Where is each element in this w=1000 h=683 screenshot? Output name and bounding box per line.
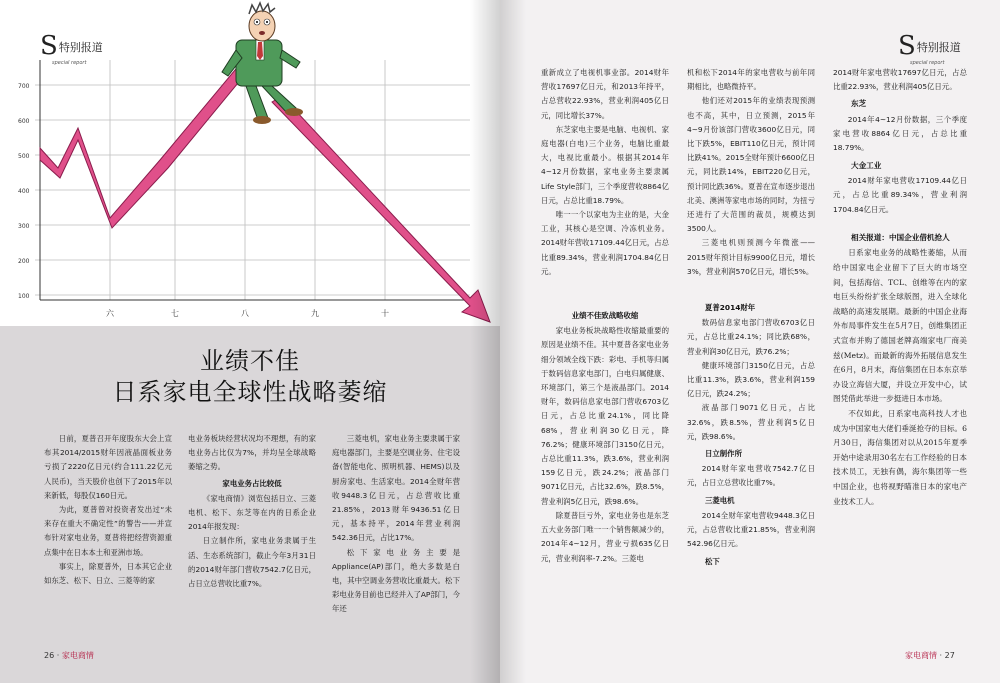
subheading: 大金工业 <box>851 160 882 170</box>
y-tick-label: 100 <box>18 293 30 300</box>
x-tick-label: 七 <box>171 309 179 318</box>
magazine-name: 家电商情 <box>905 651 937 660</box>
trend-line <box>40 58 252 228</box>
paragraph: 电业务板块经营状况均不理想，有的家电业务占比仅为7%，并均呈全球战略萎缩之势。 <box>188 434 316 472</box>
subheading: 夏普2014财年 <box>705 303 756 313</box>
paragraph: 日立制作所，家电业务隶属于生活、生态系统部门，截止今年3月31日的2014财年部门营收7542.7亿日元，占日立总营收比重7%。 <box>188 536 316 589</box>
paragraph: 三菱电机，家电业务主要隶属于家庭电器部门，主要是空调业务、住宅设备(智能电化、照明机器、HEMS)以及厨房家电、生活家电。2014全财年营收9448.3亿日元，占总营收比重21.85%，2013财年9436.51亿日元，基本持平，2014年营业利润542.36日元，占比17%。 <box>332 434 460 543</box>
section-tag-left <box>40 31 103 66</box>
paragraph: 日系家电业务的战略性萎缩，从而给中国家电企业留下了巨大的市场空间，包括海信、TCL、创维等在内的家电巨头纷纷扩张全球版图，进入全球化战略的高速发展期。最新的中国企业海外布局事件发生在5月7日，创维集团正式宣布并购了德国老牌高端家电厂商美兹(Metz)。而最新的海外拓展信息发生在6月，8月末，海信集团在日本东京举办设立海信大厦，并设立开发中心，试图凭借此举进一步挺进日本市场。 <box>833 248 967 404</box>
spine-shadow <box>500 0 526 683</box>
subheading: 日立制作所 <box>705 449 742 459</box>
paragraph: 三菱电机则预测今年微涨——2015财年预计目标9900亿日元，增长3%，营业利润570亿日元，增长5%。 <box>687 238 815 276</box>
right-column-1 <box>541 66 669 566</box>
paragraph: 机和松下2014年的家电营收与前年同期相比，也略微持平。 <box>687 68 815 92</box>
paragraph: 重新成立了电视机事业部。2014财年营收17697亿日元，和2013年持平，占总营收22.93%，营业利润405亿日元，同比增长37%。 <box>541 68 669 120</box>
section-label: 特别报道 <box>58 41 103 54</box>
right-page <box>500 0 1000 683</box>
headline-line2: 日系家电全球性战略萎缩 <box>112 378 388 406</box>
section-letter: S <box>40 31 58 61</box>
y-tick-label: 400 <box>18 188 30 195</box>
headline-line1: 业绩不佳 <box>200 347 300 375</box>
spine-shadow <box>470 0 500 683</box>
paragraph: 健康环境部门3150亿日元，占总比重11.3%，跌3.6%，营业利润159亿日元，跌24.2%； <box>687 360 815 399</box>
page-number: 27 <box>944 651 955 660</box>
left-column-2 <box>188 432 316 591</box>
paragraph: 2014财年家电营收17109.44亿日元，占总比重89.34%，营业利润1704.84亿日元。 <box>833 176 967 214</box>
subheading: 三菱电机 <box>705 495 735 505</box>
trend-line-descent <box>272 96 490 322</box>
article-headline <box>30 346 470 408</box>
y-tick-label: 500 <box>18 153 30 160</box>
subheading: 家电业务占比较低 <box>222 478 282 488</box>
page-footer-left <box>44 650 94 661</box>
right-column-2 <box>687 66 815 570</box>
paragraph: 日前，夏普召开年度股东大会上宣布其2014/2015财年因液晶面板业务亏损了2220亿日元(约合111.22亿元人民币)，当天股价也创下了2015年以来新低，每股仅160日元。 <box>44 434 172 500</box>
subheading: 业绩不佳致战略收缩 <box>571 311 639 321</box>
page-number: 26 <box>44 651 55 660</box>
subheading: 相关报道：中国企业借机抢人 <box>851 232 950 242</box>
paragraph: 东芝家电主要是电脑、电视机、家庭电器(白电)三个业务，电脑比重最大，电视比重最小。根据其2014年4~12月份数据，家电业务主要隶属Life Style部门，三个季度营收8864亿日元，占总比重18.79%。 <box>541 124 669 205</box>
paragraph: 事实上，除夏普外，日本其它企业如东芝、松下、日立、三菱等的家 <box>44 561 172 586</box>
left-column-1 <box>44 432 172 588</box>
paragraph: 除夏普巨亏外，家电业务也是东芝五大业务部门唯一一个销售额减少的，2014年4~12月，营业亏损635亿日元，营业利润率-7.2%。三菱电 <box>541 510 669 563</box>
paragraph: 2014财年家电营收7542.7亿日元，占日立总营收比重7%。 <box>687 464 815 488</box>
left-column-3 <box>332 432 460 617</box>
paragraph: 数码信息家电部门营收6703亿日元，占总比重24.1%；同比跌68%，营业利润30亿日元，跌76.2%； <box>687 318 815 356</box>
paragraph: 2014财年家电营收17697亿日元，占总比重22.93%，营业利润405亿日元。 <box>833 68 967 92</box>
paragraph: 家电业务板块战略性收缩最重要的原因是业绩不佳。其中夏普各家电业务细分领域全线下跌：彩电、手机等归属于数码信息家电部门，白电归属健康、环境部门，第三个是液晶部门。2014财年，数码信息家电部门营收6703亿日元，占总比重24.1%，同比降68%，营业利润30亿日元，降76.2%；健康环境部门3150亿日元，占总比重11.3%，跌3.6%，营业利润159亿日元，跌24.2%；液晶部门9071亿日元，占比32.6%，跌8.5%，营业利润5亿日元，跌98.6%。 <box>541 326 669 506</box>
section-tag-right <box>898 31 961 66</box>
y-tick-label: 300 <box>18 223 30 230</box>
y-tick-label: 600 <box>18 118 30 125</box>
paragraph: 不仅如此，日系家电高科技人才也成为中国家电大佬们垂涎抢夺的目标。6月30日，海信集团对以从2015年夏季开始中途录用30名左右工作经验的日本技术员工，无独有偶，海尔集团等一些中国企业，也将视野瞄准日本的家电产业技术工人。 <box>833 408 967 506</box>
paragraph: 松下家电业务主要是Appliance(AP)部门，绝大多数是白电，其中空调业务营收比重最大。松下彩电业务目前也已经并入了AP部门，今年还 <box>332 547 460 614</box>
paragraph: 液晶部门9071亿日元，占比32.6%，跌8.5%，营业利润5亿日元，跌98.6%。 <box>687 403 815 441</box>
footer-separator: · <box>56 651 60 660</box>
magazine-name: 家电商情 <box>61 651 94 660</box>
x-tick-label: 六 <box>106 309 114 318</box>
y-tick-label: 700 <box>18 83 30 90</box>
paragraph: 唯一一个以家电为主业的是，大金工业，其核心是空调、冷冻机业务。2014财年营收17109.44亿日元，占总比重89.34%，营业利润1704.84亿日元。 <box>541 210 669 276</box>
right-column-3 <box>833 66 967 509</box>
section-label: 特别报道 <box>916 41 961 54</box>
businessman-figure <box>222 3 303 124</box>
section-sublabel: special report <box>52 60 87 66</box>
paragraph: 2014年4~12月份数据，三个季度家电营收8864亿日元，占总比重18.79%。 <box>833 115 967 153</box>
subheading: 松下 <box>705 556 720 566</box>
paragraph: 他们还对2015年的业绩表现预测也不高，其中，日立预测，2015年4~9月份该部门营收3600亿日元，同比下跌5%，EBIT110亿日元，预计同比跌41%。2015全财年预计6600亿日元，同比跌14%，EBIT220亿日元，预计同比跌36%。夏普在宣布逐步退出北美、澳洲等家电市场的同时，为扭亏还进行了大范围的裁员，规模达到3500人。 <box>687 96 815 234</box>
footer-separator: · <box>939 651 943 660</box>
subheading: 东芝 <box>851 99 867 109</box>
paragraph: 《家电商情》浏览包括日立、三菱电机、松下、东芝等在内的日系企业2014年报发现： <box>188 493 316 532</box>
chart-illustration <box>0 0 500 326</box>
y-tick-label: 200 <box>18 258 30 265</box>
section-letter: S <box>898 31 916 61</box>
x-tick-label: 十 <box>381 309 389 318</box>
x-tick-label: 八 <box>241 309 249 318</box>
paragraph: 2014全财年家电营收9448.3亿日元，占总营收比重21.85%，营业利润542.96亿日元。 <box>687 510 815 549</box>
section-sublabel: special report <box>910 60 945 66</box>
paragraph: 为此，夏普曾对投资者发出过“未来存在重大不确定性”的警告——并宣布针对家电业务，夏普将把经营资源重点集中在日本本土和亚洲市场。 <box>44 505 172 557</box>
page-footer-right <box>905 650 955 661</box>
x-tick-label: 九 <box>311 309 319 318</box>
